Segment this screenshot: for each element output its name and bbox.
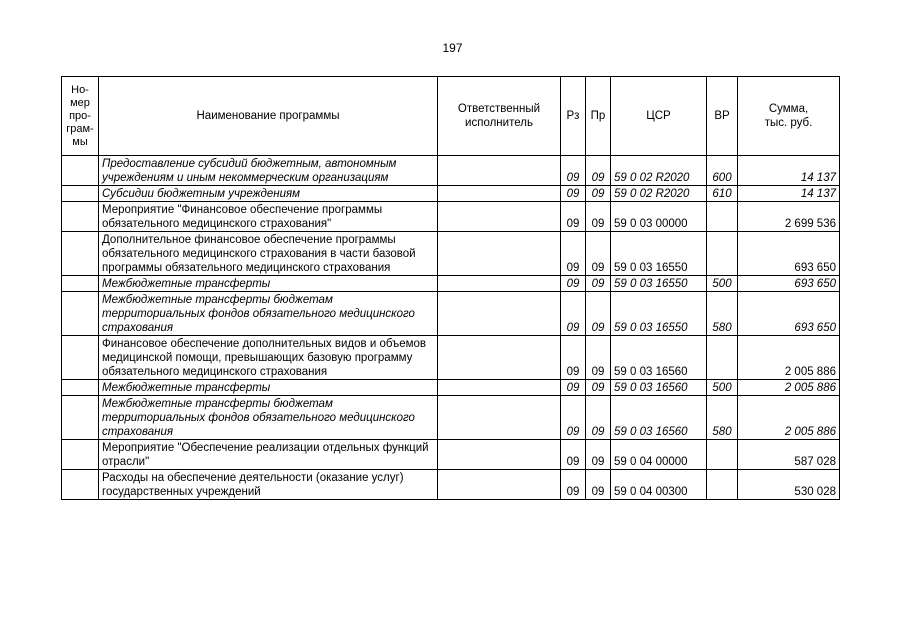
cell-executor — [438, 276, 561, 292]
cell-program-number — [62, 470, 99, 500]
table-row — [62, 336, 840, 380]
cell-sum: 587 028 — [738, 440, 840, 470]
cell-pr: 09 — [586, 232, 611, 276]
cell-program-number — [62, 276, 99, 292]
cell-pr: 09 — [586, 292, 611, 336]
page-number: 197 — [442, 41, 463, 55]
cell-program-number — [62, 202, 99, 232]
cell-csr: 59 0 02 R2020 — [611, 156, 707, 186]
cell-vr: 500 — [707, 380, 738, 396]
cell-program-name: Мероприятие "Обеспечение реализации отдельных функций отрасли" — [99, 440, 438, 470]
cell-csr: 59 0 03 16550 — [611, 232, 707, 276]
cell-sum: 693 650 — [738, 276, 840, 292]
cell-rz: 09 — [561, 336, 586, 380]
cell-executor — [438, 186, 561, 202]
cell-csr: 59 0 03 00000 — [611, 202, 707, 232]
cell-csr: 59 0 03 16550 — [611, 292, 707, 336]
cell-pr: 09 — [586, 470, 611, 500]
cell-executor — [438, 380, 561, 396]
header-executor: Ответственный исполнитель — [438, 77, 561, 156]
cell-vr — [707, 336, 738, 380]
cell-sum: 2 005 886 — [738, 336, 840, 380]
cell-executor — [438, 202, 561, 232]
cell-rz: 09 — [561, 292, 586, 336]
header-pr: Пр — [586, 77, 611, 156]
table-row — [62, 232, 840, 276]
cell-executor — [438, 470, 561, 500]
cell-rz: 09 — [561, 232, 586, 276]
cell-pr: 09 — [586, 380, 611, 396]
cell-sum: 530 028 — [738, 470, 840, 500]
cell-executor — [438, 440, 561, 470]
cell-rz: 09 — [561, 202, 586, 232]
cell-program-name: Межбюджетные трансферты бюджетам территориальных фондов обязательного медицинского страхования — [99, 396, 438, 440]
table-row — [62, 396, 840, 440]
cell-program-name: Межбюджетные трансферты — [99, 276, 438, 292]
cell-rz: 09 — [561, 186, 586, 202]
header-program-name: Наименование программы — [99, 77, 438, 156]
cell-sum: 2 699 536 — [738, 202, 840, 232]
cell-csr: 59 0 04 00300 — [611, 470, 707, 500]
cell-program-name: Расходы на обеспечение деятельности (оказание услуг) государственных учреждений — [99, 470, 438, 500]
header-program-number: Но- мер про- грам- мы — [62, 77, 99, 156]
cell-sum: 14 137 — [738, 186, 840, 202]
header-sum: Сумма, тыс. руб. — [738, 77, 840, 156]
cell-program-number — [62, 396, 99, 440]
cell-rz: 09 — [561, 156, 586, 186]
table-row — [62, 202, 840, 232]
cell-vr: 580 — [707, 396, 738, 440]
cell-vr — [707, 440, 738, 470]
cell-executor — [438, 292, 561, 336]
cell-pr: 09 — [586, 186, 611, 202]
cell-vr: 580 — [707, 292, 738, 336]
cell-sum: 693 650 — [738, 292, 840, 336]
cell-csr: 59 0 03 16560 — [611, 380, 707, 396]
cell-sum: 2 005 886 — [738, 380, 840, 396]
cell-program-name: Мероприятие "Финансовое обеспечение программы обязательного медицинского страхования" — [99, 202, 438, 232]
cell-vr: 600 — [707, 156, 738, 186]
cell-rz: 09 — [561, 276, 586, 292]
cell-program-number — [62, 156, 99, 186]
cell-pr: 09 — [586, 440, 611, 470]
cell-program-name: Субсидии бюджетным учреждениям — [99, 186, 438, 202]
cell-sum: 693 650 — [738, 232, 840, 276]
table-row — [62, 470, 840, 500]
cell-program-name: Межбюджетные трансферты бюджетам территориальных фондов обязательного медицинского страхования — [99, 292, 438, 336]
cell-pr: 09 — [586, 156, 611, 186]
cell-csr: 59 0 04 00000 — [611, 440, 707, 470]
cell-rz: 09 — [561, 396, 586, 440]
cell-program-number — [62, 232, 99, 276]
table-row — [62, 276, 840, 292]
cell-program-number — [62, 380, 99, 396]
cell-rz: 09 — [561, 440, 586, 470]
table-header-row — [62, 77, 840, 156]
cell-pr: 09 — [586, 276, 611, 292]
table-row — [62, 380, 840, 396]
cell-vr — [707, 232, 738, 276]
cell-csr: 59 0 03 16550 — [611, 276, 707, 292]
cell-executor — [438, 396, 561, 440]
header-vr: ВР — [707, 77, 738, 156]
cell-program-number — [62, 336, 99, 380]
table-row — [62, 186, 840, 202]
cell-pr: 09 — [586, 202, 611, 232]
cell-pr: 09 — [586, 336, 611, 380]
cell-rz: 09 — [561, 380, 586, 396]
cell-program-name: Дополнительное финансовое обеспечение программы обязательного медицинского страхования в части базовой программы обязательного медицинского страхования — [99, 232, 438, 276]
cell-program-name: Финансовое обеспечение дополнительных видов и объемов медицинской помощи, превышающих базовую программу обязательного медицинского страхования — [99, 336, 438, 380]
table-row — [62, 156, 840, 186]
table-body — [62, 156, 840, 500]
cell-vr: 500 — [707, 276, 738, 292]
cell-csr: 59 0 03 16560 — [611, 336, 707, 380]
cell-program-number — [62, 186, 99, 202]
cell-program-name: Предоставление субсидий бюджетным, автономным учреждениям и иным некоммерческим организациям — [99, 156, 438, 186]
budget-program-table — [61, 76, 840, 500]
header-csr: ЦСР — [611, 77, 707, 156]
cell-sum: 14 137 — [738, 156, 840, 186]
cell-pr: 09 — [586, 396, 611, 440]
cell-program-name: Межбюджетные трансферты — [99, 380, 438, 396]
cell-program-number — [62, 440, 99, 470]
table-row — [62, 440, 840, 470]
cell-sum: 2 005 886 — [738, 396, 840, 440]
header-rz: Рз — [561, 77, 586, 156]
cell-vr — [707, 470, 738, 500]
cell-executor — [438, 232, 561, 276]
cell-executor — [438, 156, 561, 186]
cell-csr: 59 0 03 16560 — [611, 396, 707, 440]
cell-vr: 610 — [707, 186, 738, 202]
cell-rz: 09 — [561, 470, 586, 500]
table-row — [62, 292, 840, 336]
cell-vr — [707, 202, 738, 232]
cell-csr: 59 0 02 R2020 — [611, 186, 707, 202]
cell-program-number — [62, 292, 99, 336]
cell-executor — [438, 336, 561, 380]
